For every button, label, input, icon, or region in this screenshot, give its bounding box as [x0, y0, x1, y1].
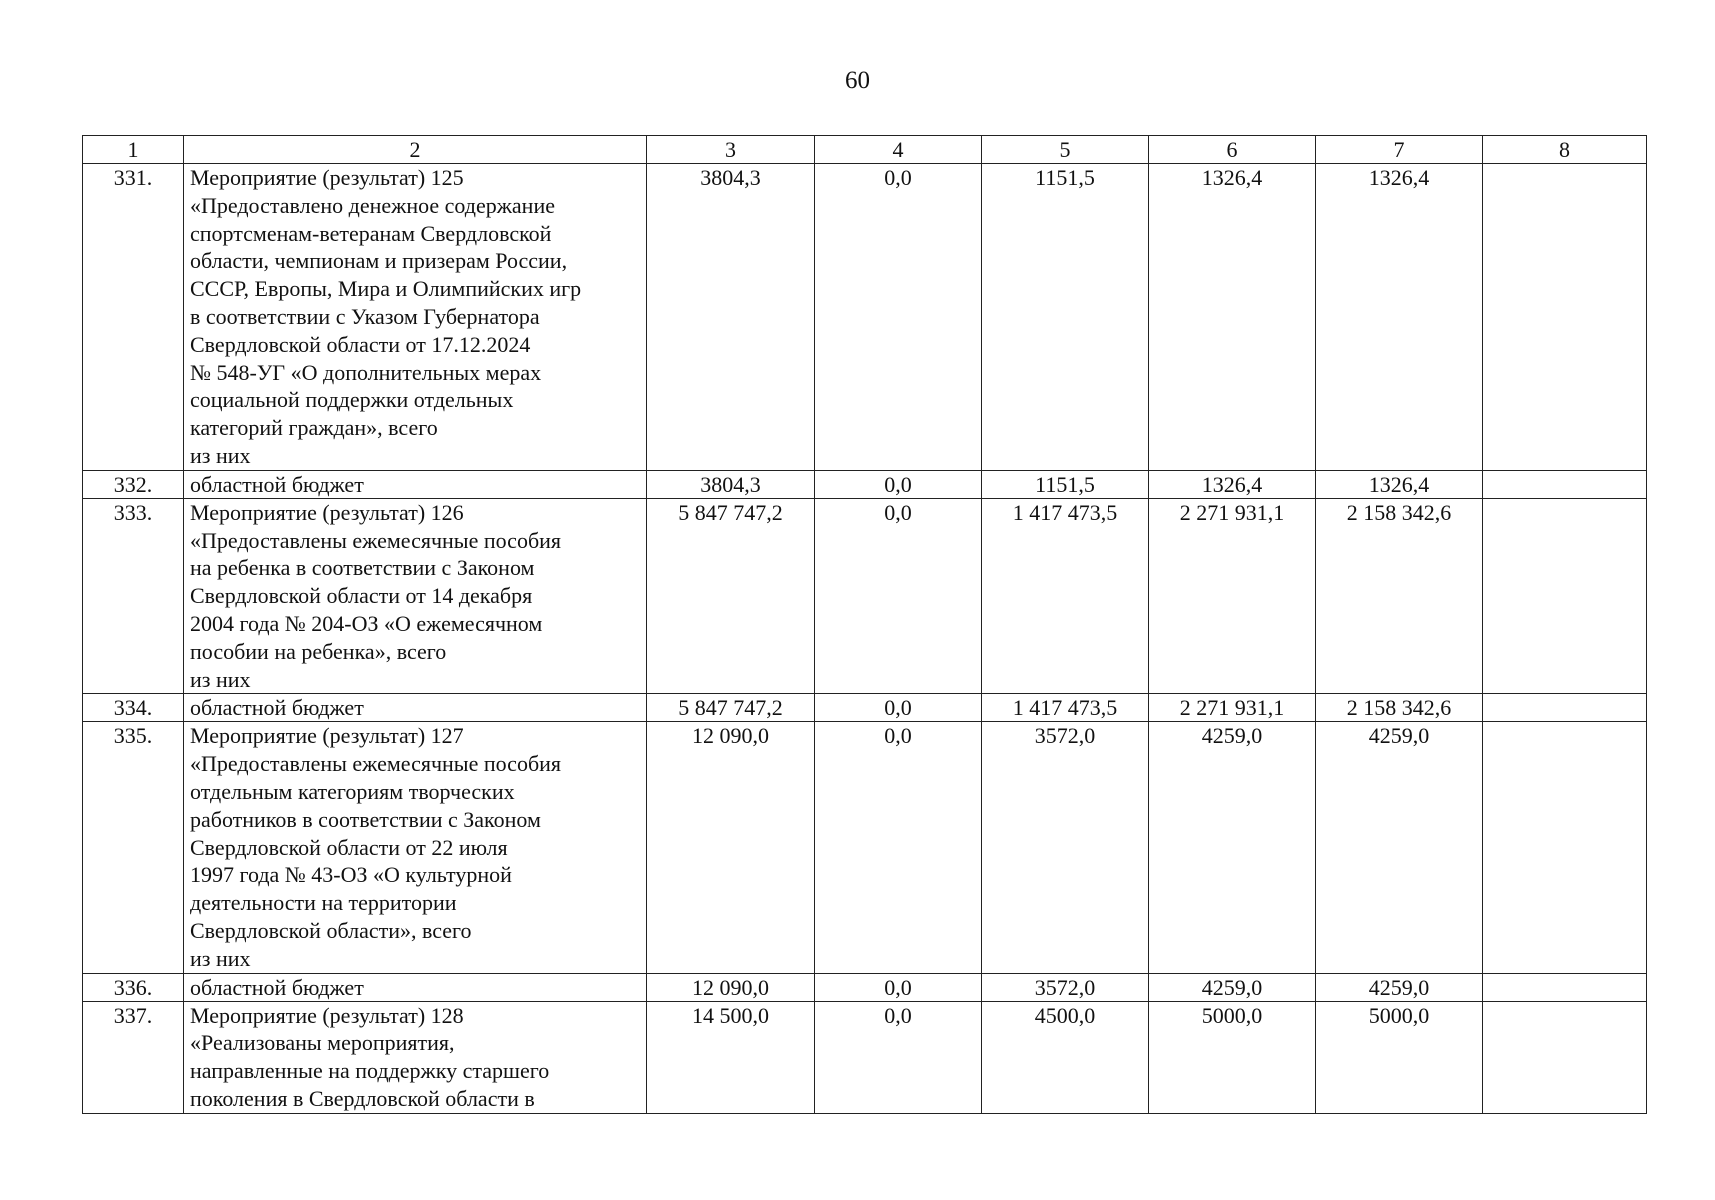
row-description — [184, 722, 647, 973]
row-description — [184, 1001, 647, 1113]
value-cell-c5: 1151,5 — [982, 470, 1149, 498]
table-row — [83, 164, 1647, 471]
value-cell-c3: 5 847 747,2 — [647, 498, 815, 694]
row-number: 333. — [83, 498, 184, 694]
value-cell-c8 — [1483, 164, 1647, 471]
header-row — [83, 136, 1647, 164]
description-line: на ребенка в соответствии с Законом — [190, 555, 535, 581]
value-cell-c7: 4259,0 — [1316, 722, 1483, 973]
value-cell-c8 — [1483, 470, 1647, 498]
value-cell-c5: 4500,0 — [982, 1001, 1149, 1113]
description-line: Мероприятие (результат) 128 — [190, 1002, 464, 1028]
table-row — [83, 694, 1647, 722]
table-row — [83, 722, 1647, 973]
description-line: отдельным категориям творческих — [190, 778, 515, 804]
description-line: Свердловской области от 14 декабря — [190, 583, 533, 609]
description-line: Мероприятие (результат) 126 — [190, 499, 464, 525]
column-header: 3 — [647, 136, 815, 164]
value-cell-c6: 4259,0 — [1149, 973, 1316, 1001]
table-row — [83, 1001, 1647, 1113]
value-cell-c8 — [1483, 1001, 1647, 1113]
table-body — [83, 164, 1647, 1114]
value-cell-c7: 2 158 342,6 — [1316, 694, 1483, 722]
row-description — [184, 694, 647, 722]
description-line: поколения в Свердловской области в — [190, 1085, 535, 1111]
value-cell-c6: 1326,4 — [1149, 470, 1316, 498]
value-cell-c7: 1326,4 — [1316, 470, 1483, 498]
value-cell-c3: 12 090,0 — [647, 973, 815, 1001]
description-line: деятельности на территории — [190, 890, 457, 916]
value-cell-c4: 0,0 — [815, 498, 982, 694]
value-cell-c4: 0,0 — [815, 722, 982, 973]
description-line: областной бюджет — [190, 471, 364, 497]
column-header: 8 — [1483, 136, 1647, 164]
column-header: 7 — [1316, 136, 1483, 164]
description-line: работников в соответствии с Законом — [190, 806, 541, 832]
column-header: 5 — [982, 136, 1149, 164]
value-cell-c7: 2 158 342,6 — [1316, 498, 1483, 694]
description-line: из них — [190, 666, 251, 692]
value-cell-c8 — [1483, 973, 1647, 1001]
description-line: пособии на ребенка», всего — [190, 638, 447, 664]
description-line: № 548-УГ «О дополнительных мерах — [190, 359, 542, 385]
value-cell-c6: 2 271 931,1 — [1149, 498, 1316, 694]
row-description — [184, 470, 647, 498]
table-row — [83, 470, 1647, 498]
description-line: в соответствии с Указом Губернатора — [190, 303, 540, 329]
description-line: социальной поддержки отдельных — [190, 387, 514, 413]
value-cell-c4: 0,0 — [815, 694, 982, 722]
description-line: Свердловской области от 22 июля — [190, 834, 508, 860]
row-description — [184, 164, 647, 471]
value-cell-c3: 12 090,0 — [647, 722, 815, 973]
value-cell-c6: 1326,4 — [1149, 164, 1316, 471]
description-line: «Предоставлены ежемесячные пособия — [190, 751, 562, 777]
description-line: из них — [190, 442, 251, 468]
description-line: области, чемпионам и призерам России, — [190, 248, 568, 274]
value-cell-c5: 1 417 473,5 — [982, 694, 1149, 722]
value-cell-c5: 3572,0 — [982, 722, 1149, 973]
row-number: 334. — [83, 694, 184, 722]
description-line: из них — [190, 945, 251, 971]
row-description — [184, 498, 647, 694]
value-cell-c8 — [1483, 722, 1647, 973]
description-line: Свердловской области», всего — [190, 917, 472, 943]
value-cell-c3: 3804,3 — [647, 470, 815, 498]
value-cell-c7: 5000,0 — [1316, 1001, 1483, 1113]
description-line: Свердловской области от 17.12.2024 — [190, 331, 531, 357]
page-number: 60 — [845, 67, 870, 94]
description-line: направленные на поддержку старшего — [190, 1058, 550, 1084]
row-number: 336. — [83, 973, 184, 1001]
value-cell-c5: 3572,0 — [982, 973, 1149, 1001]
description-line: «Предоставлено денежное содержание — [190, 192, 555, 218]
table-row — [83, 973, 1647, 1001]
value-cell-c4: 0,0 — [815, 1001, 982, 1113]
value-cell-c3: 14 500,0 — [647, 1001, 815, 1113]
value-cell-c6: 5000,0 — [1149, 1001, 1316, 1113]
description-line: Мероприятие (результат) 127 — [190, 723, 464, 749]
value-cell-c4: 0,0 — [815, 164, 982, 471]
description-line: Мероприятие (результат) 125 — [190, 165, 464, 190]
column-header: 4 — [815, 136, 982, 164]
row-number: 335. — [83, 722, 184, 973]
value-cell-c3: 3804,3 — [647, 164, 815, 471]
row-number: 332. — [83, 470, 184, 498]
row-description — [184, 973, 647, 1001]
budget-table — [82, 135, 1647, 1114]
description-line: спортсменам-ветеранам Свердловской — [190, 220, 552, 246]
table-row — [83, 498, 1647, 694]
column-header: 6 — [1149, 136, 1316, 164]
description-line: областной бюджет — [190, 695, 364, 721]
value-cell-c3: 5 847 747,2 — [647, 694, 815, 722]
value-cell-c4: 0,0 — [815, 973, 982, 1001]
value-cell-c8 — [1483, 498, 1647, 694]
column-header: 2 — [184, 136, 647, 164]
value-cell-c7: 1326,4 — [1316, 164, 1483, 471]
value-cell-c6: 2 271 931,1 — [1149, 694, 1316, 722]
value-cell-c7: 4259,0 — [1316, 973, 1483, 1001]
value-cell-c5: 1151,5 — [982, 164, 1149, 471]
row-number: 331. — [83, 164, 184, 471]
description-line: СССР, Европы, Мира и Олимпийских игр — [190, 276, 582, 302]
description-line: 1997 года № 43-ОЗ «О культурной — [190, 862, 512, 888]
value-cell-c6: 4259,0 — [1149, 722, 1316, 973]
description-line: «Реализованы мероприятия, — [190, 1030, 455, 1056]
column-header: 1 — [83, 136, 184, 164]
value-cell-c8 — [1483, 694, 1647, 722]
description-line: областной бюджет — [190, 974, 364, 1000]
description-line: категорий граждан», всего — [190, 415, 438, 441]
description-line: 2004 года № 204-ОЗ «О ежемесячном — [190, 610, 543, 636]
value-cell-c5: 1 417 473,5 — [982, 498, 1149, 694]
description-line: «Предоставлены ежемесячные пособия — [190, 527, 562, 553]
value-cell-c4: 0,0 — [815, 470, 982, 498]
row-number: 337. — [83, 1001, 184, 1113]
